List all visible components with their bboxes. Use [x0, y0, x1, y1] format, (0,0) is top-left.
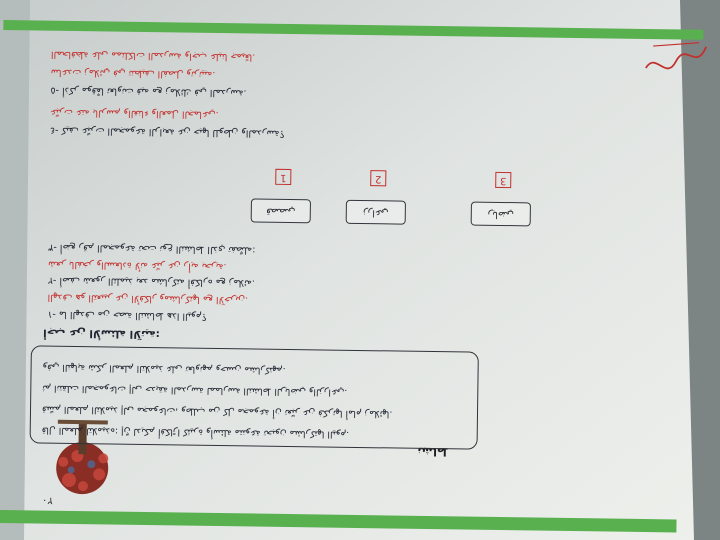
instruction-line-2: قسّم المعلم التلاميذ إلى مجموعات، وطلب من كل مجموعة أن تعبّر عن فكرتها أمام زملائها.: [41, 403, 393, 420]
signature-scribble: [641, 36, 712, 77]
answer-6: المحافظة على ممتلكات المدرسة واجب علينا جميعًا.: [50, 48, 256, 63]
question-2: ٢- أصف شعور التلميذ بعد مشاركته أفكاره مع زملائه.: [47, 274, 255, 289]
classification-option-3: رياضي: [471, 202, 531, 227]
instruction-line-3: ثم انتقلت المجموعات إلى حديقة المدرسة لممارسة النشاط الرياضي والزراعي.: [42, 382, 348, 398]
classification-number-3: 3: [495, 172, 511, 188]
classification-number-2: 2: [370, 170, 386, 186]
answer-5: ساعدت زملائي في تنظيف الفصل وترتيبه.: [50, 66, 216, 80]
answer-1: الهدف هو التعبير عن الأفكار ومشاركتها مع الآخرين.: [47, 291, 249, 306]
section-heading: أجب عن الأسئلة الآتية:: [43, 326, 160, 341]
green-border-bottom: [3, 20, 703, 40]
classification-number-1: 1: [275, 169, 291, 185]
green-border: [0, 510, 677, 533]
instruction-line-4: وفي النهاية شكر المعلم التلاميذ على تعاونهم وحسن مشاركتهم.: [42, 361, 286, 376]
classification-option-2: زراعي: [346, 200, 406, 225]
question-1: ١- ما الهدف من حصة النشاط هذا اليوم؟: [47, 308, 207, 322]
question-3: ٣- أضع رقم المجموعة تحت نوع النشاط الذي تفضّله:: [48, 241, 256, 256]
activity-heading: نشاط: [417, 444, 449, 459]
answer-4: عبّرت عنه بالرسم والغناء والعمل الجماعي.: [50, 106, 219, 121]
classification-option-1: قصصي: [251, 198, 311, 223]
page-number: ٢٠: [41, 494, 53, 506]
question-5: ٥- أذكر موقفًا تعاونت فيه مع زملائك في المدرسة.: [50, 84, 247, 99]
question-4: ٤- كيف عبّرت المجموعة الرابعة عن حبها للوطن والمدرسة؟: [49, 124, 285, 139]
instruction-line-1: قال المعلم لتلاميذه: إنّ لديكم أفكارًا كثيرة وأسئلة متنوعة تحبون مشاركتها اليوم.: [41, 424, 350, 440]
answer-2: شعر بالفخر والسعادة لأنه عبّر عن رأيه بحرية.: [47, 258, 227, 273]
